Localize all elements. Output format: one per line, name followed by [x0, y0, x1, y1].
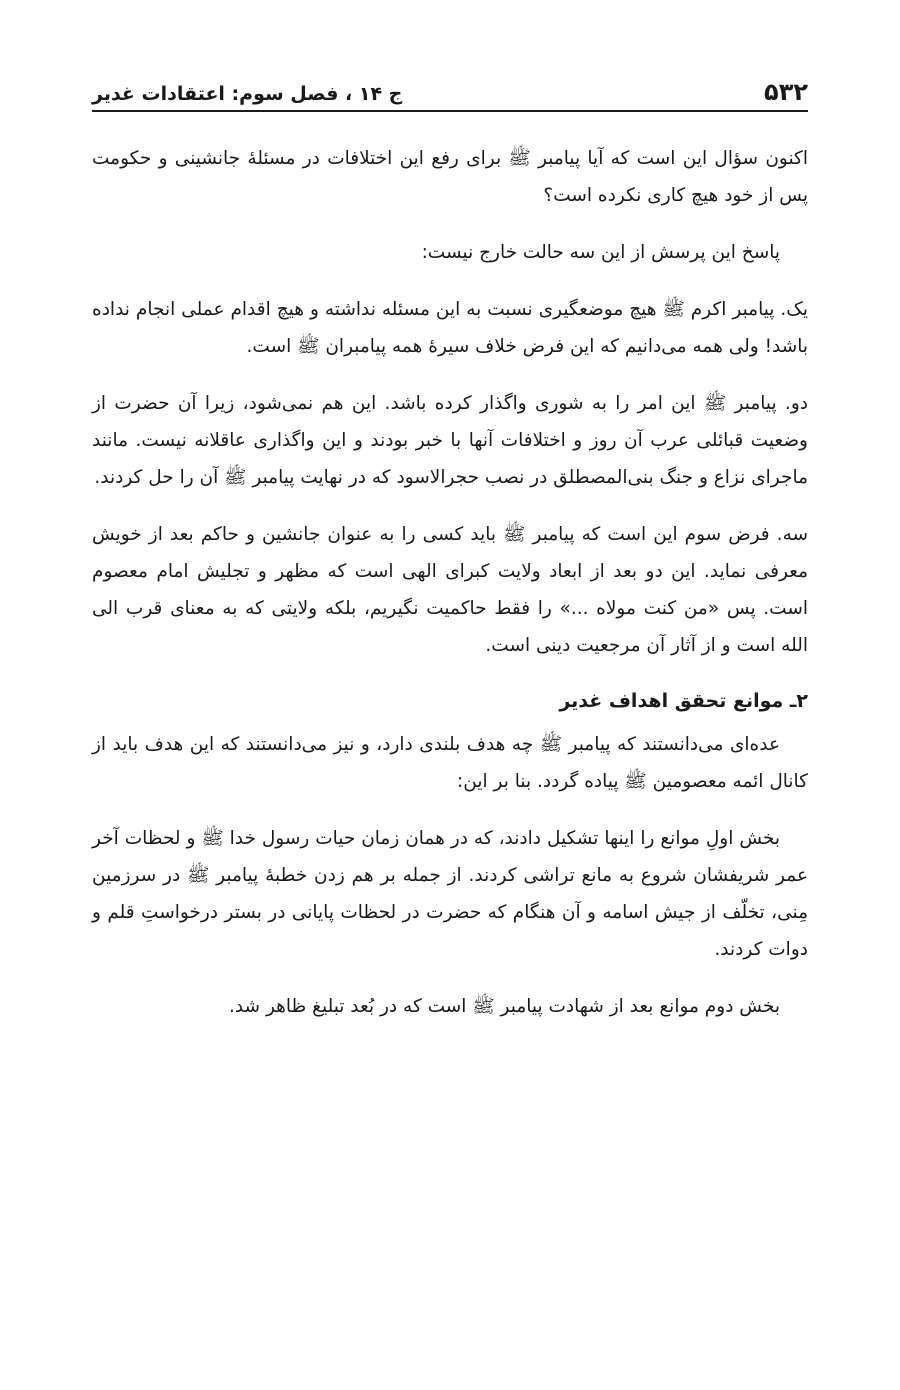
book-page	[92, 0, 808, 1390]
paragraph-obstacles-part-one: بخش اولِ موانع را اینها تشکیل دادند، که در همان زمان حیات رسول خدا ﷺ و لحظات آخر عمر شریفشان شروع به مانع تراشی کردند. از جمله بر هم زدن خطبۀ پیامبر ﷺ در سرزمین مِنی، تخلّف از جیش اسامه و آن هنگام که حضرت در لحظات پایانی در بستر درخواستِ قلم و دوات کردند.	[92, 828, 808, 960]
paragraph-case-two: دو. پیامبر ﷺ این امر را به شوری واگذار کرده باشد. این هم نمی‌شود، زیرا آن حضرت از وضعیت قبائلی عرب آن روز و اختلافات آنها با خبر بودند و این واگذاری عاقلانه نیست. مانند ماجرای نزاع و جنگ بنی‌المصطلق در نصب حجرالاسود که در نهایت پیامبر ﷺ آن را حل کردند.	[92, 393, 808, 488]
paragraph-obstacles-intro: عده‌ای می‌دانستند که پیامبر ﷺ چه هدف بلندی دارد، و نیز می‌دانستند که این هدف باید از کانال ائمه معصومین ﷺ پیاده گردد. بنا بر این:	[92, 734, 808, 792]
paragraph-case-three: سه. فرض سوم این است که پیامبر ﷺ باید کسی را به عنوان جانشین و حاکم بعد از خویش معرفی نماید. این دو بعد از ابعاد ولایت کبرای الهی است که مظهر و تجلیش امام معصوم است. پس «من کنت مولاه ...» را فقط حاکمیت نگیریم، بلکه ولایتی که به معنای قرب الی الله است و از آثار آن مرجعیت دینی است.	[92, 524, 808, 656]
page-number: ۵۳۲	[764, 78, 808, 106]
section-heading: ۲ـ موانع تحقق اهداف غدیر	[559, 690, 808, 712]
page-body	[92, 140, 808, 1025]
paragraph-question: اکنون سؤال این است که آیا پیامبر ﷺ برای رفع این اختلافات در مسئلۀ جانشینی و حکومت پس از خود هیچ کاری نکرده است؟	[92, 148, 808, 206]
chapter-title: ج ۱۴ ، فصل سوم: اعتقادات غدیر	[92, 83, 403, 105]
paragraph-answer-intro: پاسخ این پرسش از این سه حالت خارج نیست:	[421, 242, 780, 263]
paragraph-obstacles-part-two: بخش دوم موانع بعد از شهادت پیامبر ﷺ است که در بُعد تبلیغ ظاهر شد.	[228, 996, 780, 1017]
running-header	[92, 68, 808, 112]
paragraph-case-one: یک. پیامبر اکرم ﷺ هیچ موضعگیری نسبت به این مسئله نداشته و هیچ اقدام عملی انجام نداده باشد! ولی همه می‌دانیم که این فرض خلاف سیرۀ همه پیامبران ﷺ است.	[92, 299, 808, 357]
